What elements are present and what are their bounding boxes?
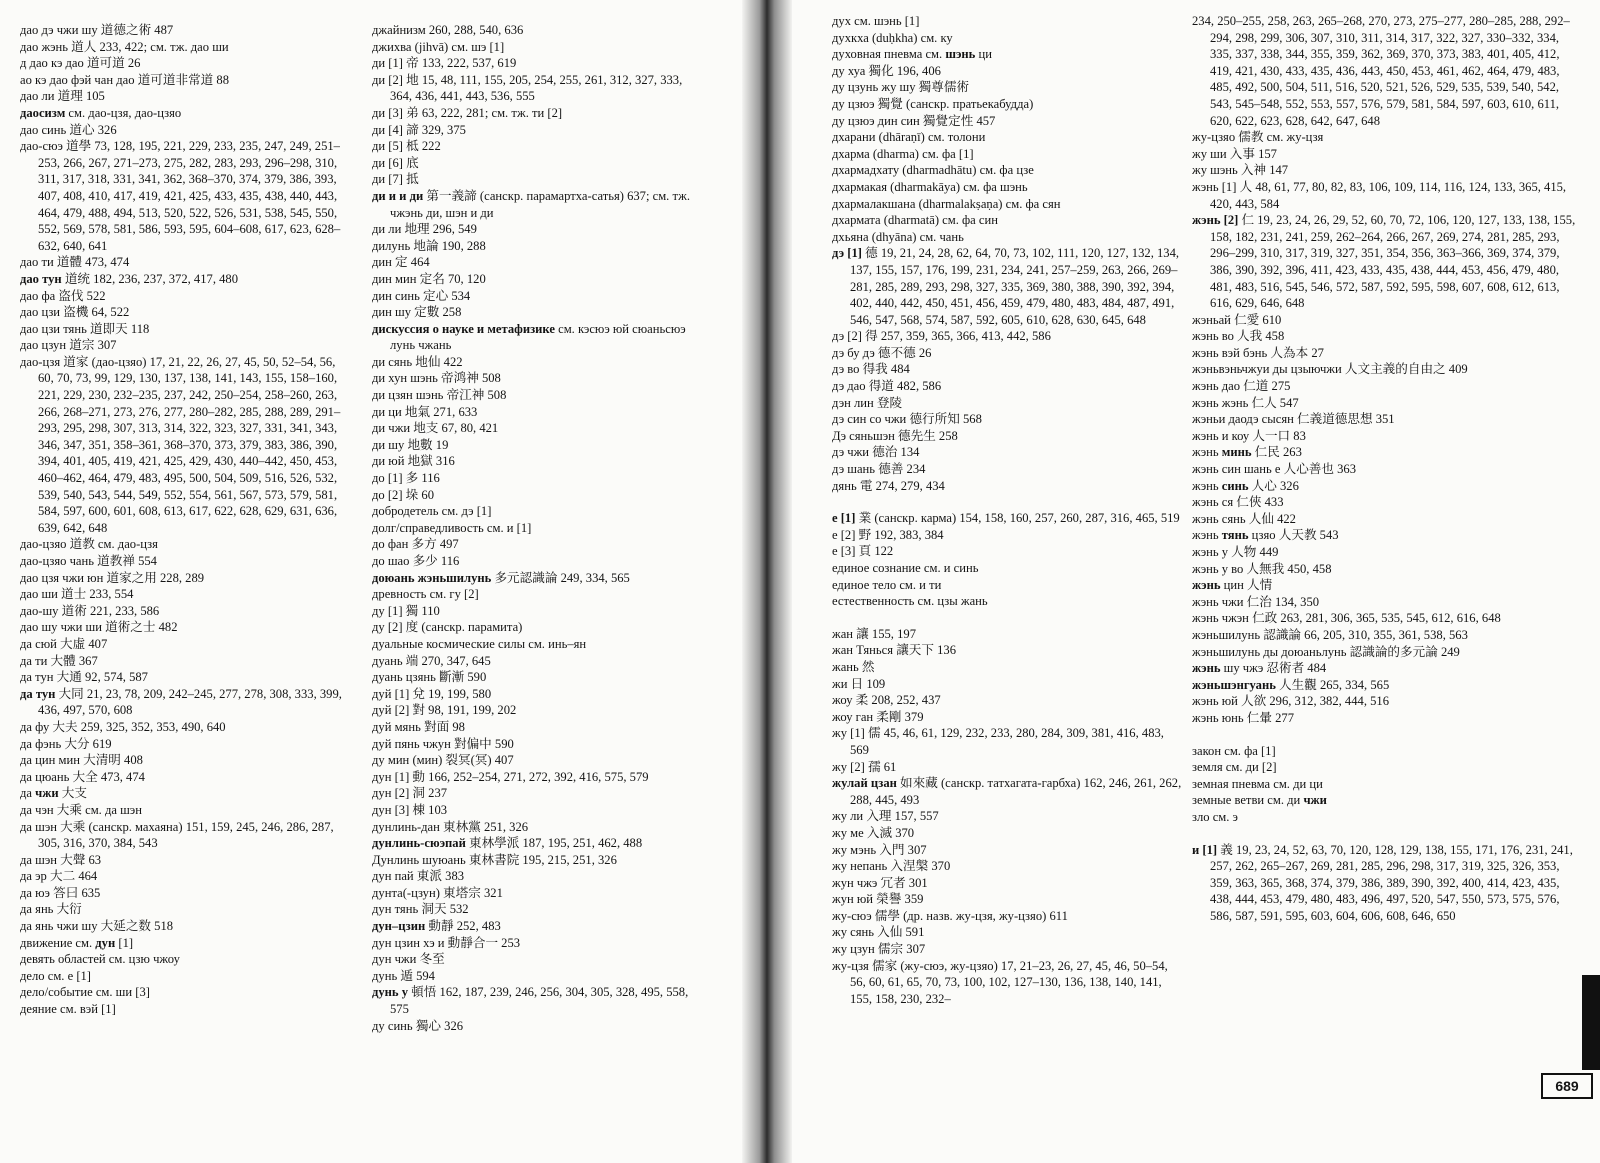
index-entry: ао кэ дао фэй чан дао 道可道非常道 88 [20, 72, 229, 87]
index-entry: деяние см. вэй [1] [20, 1002, 116, 1017]
index-entry: дун [3] 棟 103 [372, 802, 448, 817]
index-entry: дин синь 定心 534 [372, 288, 471, 303]
index-entry: жэнь во 人我 458 [1192, 329, 1285, 344]
index-entry: дао-цзяо 道教 см. дао-цзя [20, 537, 158, 552]
index-entry: жэньшэнгуань 人生觀 265, 334, 565 [1192, 677, 1390, 692]
index-entry: земные ветви см. ди чжи [1192, 793, 1327, 808]
index-entry: дунлинь-дан 東林黨 251, 326 [372, 819, 529, 834]
index-entry: ди шу 地數 19 [372, 437, 449, 452]
index-entry: дэ во 得我 484 [832, 362, 910, 377]
index-entry: дэ дао 得道 482, 586 [832, 379, 942, 394]
index-entry: жу-сюэ 儒學 (др. назв. жу-цзя, жу-цзяо) 611 [832, 908, 1068, 923]
index-entry: дао фа 盗伐 522 [20, 288, 106, 303]
index-entry: Дунлинь шуюань 東林書院 195, 215, 251, 326 [372, 852, 617, 867]
index-entry: дело см. е [1] [20, 968, 92, 983]
index-entry: дэ [2] 得 257, 359, 365, 366, 413, 442, 586 [832, 329, 1051, 344]
index-entry: жэнь син шань е 人心善也 363 [1192, 462, 1357, 477]
index-entry: жэнь [2] 仁 19, 23, 24, 26, 29, 52, 60, 70, 72, 106, 120, 127, 133, 138, 155, 158, 182, 231, 241, 259, 262–264, 266, 267, 269, 274, 281, 285, 293, 296–299, 310, 317, 319, 327, 351, 354, 356, 363–366, 369, 374, 379, 386, 390, 392, 396, 411, 423, 433, 435, 438, 444, 453, 456, 479, 480, 481, 483, 516, 545, 546, 572, 587, 592, 595, 598, 607, 608, 612, 613, 616, 629, 646, 648 [1192, 213, 1576, 311]
index-entry: единое сознание см. и синь [832, 561, 979, 575]
index-entry: дхьяна (dhyāna) см. чань [832, 229, 964, 244]
index-entry: дуань 端 270, 347, 645 [372, 653, 491, 668]
index-entry: да юэ 答曰 635 [20, 885, 101, 900]
index-entry: жэнь юнь 仁暈 277 [1192, 710, 1295, 725]
index-entry: духовная пневма см. шэнь ци [832, 47, 992, 62]
index-entry: дуй мянь 對面 98 [372, 719, 465, 734]
index-entry: дхарма (dharma) см. фа [1] [832, 146, 974, 161]
index-entry: да шэн 大聲 63 [20, 852, 102, 867]
index-entry: джихва (jihvā) см. шэ [1] [372, 39, 505, 54]
section-gap [1192, 727, 1582, 743]
index-entry: закон см. фа [1] [1192, 743, 1276, 758]
index-entry: зло см. э [1192, 809, 1238, 824]
index-entry: дао ли 道理 105 [20, 89, 105, 104]
index-entry: Дэ сяньшэн 德先生 258 [832, 428, 958, 443]
index-entry: жэнь у во 人無我 450, 458 [1192, 561, 1332, 576]
index-entry: и [1] 義 19, 23, 24, 52, 63, 70, 120, 128, 129, 138, 155, 171, 176, 231, 241, 257, 262, 265–267, 269, 281, 285, 296, 298, 317, 319, 325, 326, 353, 359, 363, 365, 368, 374, 379, 386, 389, 390, 392, 400, 414, 423, 435, 438, 444, 453, 479, 480, 483, 496, 497, 520, 547, 550, 573, 575, 576, 586, 587, 591, 595, 603, 604, 606, 608, 646, 650 [1192, 842, 1573, 923]
index-entry: ду синь 獨心 326 [372, 1018, 464, 1033]
index-entry: даосизм см. дао-цзя, дао-цзяо [20, 105, 182, 120]
index-entry: ди и и ди 第一義諦 (санскр. парамартха-сатья) 637; см. тж. чжэнь ди, шэн и ди [372, 188, 690, 220]
index-entry: естественность см. цзы жань [832, 594, 988, 609]
index-entry: жэнь жэнь 仁人 547 [1192, 395, 1299, 410]
index-entry: жу ли 入理 157, 557 [832, 809, 939, 824]
index-entry: древность см. гу [2] [372, 587, 479, 602]
index-entry: дуй [2] 對 98, 191, 199, 202 [372, 703, 517, 718]
index-entry: да фу 大夫 259, 325, 352, 353, 490, 640 [20, 719, 226, 734]
index-entry: да чэн 大乘 см. да шэн [20, 802, 142, 817]
index-entry: дун–цзин 動靜 252, 483 [372, 919, 501, 934]
index-entry: да чжи 大支 [20, 786, 87, 801]
index-entry: е [1] 業 (санскр. карма) 154, 158, 160, 257, 260, 287, 316, 465, 519 [832, 511, 1180, 526]
index-entry: земная пневма см. ди ци [1192, 776, 1323, 791]
index-entry: дун тянь 洞天 532 [372, 902, 469, 917]
index-entry: жэнь у 人物 449 [1192, 545, 1279, 559]
index-entry: дао жэнь 道人 233, 422; см. тж. дао ши [20, 39, 229, 54]
index-column-right-1 [832, 13, 1182, 1007]
index-entry: жу непань 入涅槃 370 [832, 859, 951, 874]
index-entry: ди ци 地氣 271, 633 [372, 404, 478, 419]
index-entry: жэнь сянь 人仙 422 [1192, 511, 1296, 526]
index-entry: жу мэнь 入門 307 [832, 842, 927, 857]
index-entry: дэ бу дэ 德不德 26 [832, 345, 932, 360]
index-entry: жэньвэньчжуи ды цзыючжи 人文主義的自由之 409 [1192, 362, 1468, 377]
index-entry: дин 定 464 [372, 255, 430, 270]
index-entry: ду хуа 獨化 196, 406 [832, 63, 941, 78]
index-entry: дуань цзянь 斷漸 590 [372, 670, 487, 685]
index-entry: да тун 大同 21, 23, 78, 209, 242–245, 277, 278, 308, 333, 399, 436, 497, 570, 608 [20, 686, 342, 718]
index-entry: жань 然 [832, 659, 875, 674]
index-entry: дхармадхату (dharmadhātu) см. фа цзе [832, 163, 1034, 178]
index-entry: жоу 柔 208, 252, 437 [832, 693, 941, 708]
index-entry: дэ син со чжи 德行所知 568 [832, 412, 982, 427]
index-entry: ди [6] 底 [372, 155, 419, 170]
index-entry: дао синь 道心 326 [20, 122, 117, 137]
index-entry: дунта(-цзун) 東塔宗 321 [372, 885, 503, 900]
index-entry: джайнизм 260, 288, 540, 636 [372, 23, 524, 37]
index-entry: дао ти 道體 473, 474 [20, 255, 130, 270]
index-entry: дао цзи тянь 道即天 118 [20, 321, 150, 336]
index-entry: ди хун шэнь 帝鸿神 508 [372, 371, 501, 386]
book-gutter [742, 0, 792, 1163]
index-entry: жэньи даодэ сысян 仁義道德思想 351 [1192, 412, 1395, 427]
index-entry: ду мин (мин) 裂冥(冥) 407 [372, 753, 514, 768]
index-entry: ди сянь 地仙 422 [372, 354, 463, 369]
index-entry: дянь 電 274, 279, 434 [832, 478, 945, 493]
index-entry: дин мин 定名 70, 120 [372, 271, 486, 286]
index-entry: дилунь 地論 190, 288 [372, 238, 486, 253]
index-entry: дух см. шэнь [1] [832, 14, 920, 28]
index-entry: да янь чжи шу 大延之数 518 [20, 919, 174, 934]
index-entry: жэнь минь 仁民 263 [1192, 445, 1302, 460]
index-entry: жу-цзяо 儒教 см. жу-цзя [1192, 130, 1324, 145]
index-entry: дун [1] 動 166, 252–254, 271, 272, 392, 416, 575, 579 [372, 769, 649, 784]
index-entry: жэнь синь 人心 326 [1192, 478, 1299, 493]
index-entry: ди [1] 帝 133, 222, 537, 619 [372, 56, 517, 71]
index-column-left-2 [372, 22, 707, 1034]
index-entry: дао цзун 道宗 307 [20, 338, 117, 353]
index-entry: жэньшилунь 認識論 66, 205, 310, 355, 361, 538, 563 [1192, 627, 1468, 642]
index-entry: да цюань 大全 473, 474 [20, 769, 145, 784]
index-entry: е [3] 頁 122 [832, 544, 894, 559]
section-gap [1192, 826, 1582, 842]
index-entry: до [1] 多 116 [372, 471, 440, 486]
index-entry: дун пай 東派 383 [372, 869, 465, 884]
index-entry: дао цзя чжи юн 道家之用 228, 289 [20, 570, 205, 585]
index-entry: ди ли 地理 296, 549 [372, 222, 477, 237]
index-entry: ду [2] 度 (санскр. парамита) [372, 620, 523, 635]
index-entry: дао цзи 盗機 64, 522 [20, 305, 130, 320]
index-entry: жу ши 入事 157 [1192, 146, 1277, 161]
index-entry: жан 讓 155, 197 [832, 626, 916, 641]
index-entry: духкха (duḥkha) см. ку [832, 30, 953, 45]
index-entry: жэнь цин 人情 [1192, 578, 1273, 593]
index-entry: ду [1] 獨 110 [372, 603, 440, 618]
index-entry: дунлинь-сюэпай 東林學派 187, 195, 251, 462, 488 [372, 836, 643, 851]
page-number: 689 [1541, 1073, 1593, 1099]
index-entry: 234, 250–255, 258, 263, 265–268, 270, 273, 275–277, 280–285, 288, 292–294, 298, 299, 306, 307, 310, 311, 314, 317, 322, 327, 330–332, 334, 335, 337, 338, 344, 355, 359, 362, 369, 370, 373, 383, 401, 405, 412, 419, 421, 430, 433, 435, 436, 443, 450, 453, 461, 462, 464, 479, 483, 485, 492, 500, 504, 511, 516, 520, 521, 526, 529, 535, 539, 540, 542, 543, 545–548, 552, 553, 557, 576, 579, 581, 584, 597, 603, 610, 611, 620, 622, 623, 628, 642, 647, 648 [1192, 14, 1570, 128]
index-entry: жэньшилунь ды доюаньлунь 認識論的多元論 249 [1192, 644, 1460, 659]
index-entry: дэ шань 德善 234 [832, 462, 926, 477]
index-entry: дун [2] 洞 237 [372, 786, 448, 801]
index-column-right-2 [1192, 13, 1582, 924]
index-entry: дин шу 定數 258 [372, 305, 462, 320]
index-entry: дело/событие см. ши [3] [20, 985, 150, 1000]
index-entry: жун чжэ 冗者 301 [832, 875, 928, 890]
index-entry: добродетель см. дэ [1] [372, 504, 492, 519]
index-entry: дхармакая (dharmakāya) см. фа шэнь [832, 179, 1028, 194]
index-entry: ду цзюэ 獨覺 (санскр. пратьекабудда) [832, 96, 1034, 111]
index-entry: жу [2] 孺 61 [832, 759, 897, 774]
section-gap [832, 494, 1182, 510]
index-entry: жэнь чжи 仁治 134, 350 [1192, 594, 1320, 609]
index-entry: ди [2] 地 15, 48, 111, 155, 205, 254, 255, 261, 312, 327, 333, 364, 436, 441, 443, 536, 555 [372, 72, 683, 104]
index-entry: жэньай 仁愛 610 [1192, 312, 1282, 327]
index-entry: дао-цзя 道家 (дао-цзяо) 17, 21, 22, 26, 27, 45, 50, 52–54, 56, 60, 70, 73, 99, 129, 130, 137, 138, 141, 143, 155, 158–160, 221, 229, 230, 232–235, 237, 242, 250–254, 258–260, 263, 266, 268–271, 273, 276, 277, 280–282, 285, 288, 289, 291–293, 295, 298, 307, 313, 314, 322, 323, 327, 331, 341, 343, 346, 347, 351, 358–361, 368–370, 373, 379, 383, 386, 390, 394, 401, 405, 419, 421, 425, 429, 430, 440–442, 450, 453, 460–462, 464, 479, 483, 495, 500, 504, 509, 516, 526, 532, 539, 540, 543, 544, 549, 552, 554, 561, 567, 573, 579, 581, 584, 597, 600, 601, 608, 613, 617, 622, 628, 629, 631, 636, 639, 642, 648 [20, 354, 341, 535]
index-entry: жоу ган 柔剛 379 [832, 709, 924, 724]
index-entry: доюань жэньшилунь 多元認識論 249, 334, 565 [372, 570, 630, 585]
right-page [792, 0, 1600, 1163]
index-entry: дуальные космические силы см. инь–ян [372, 636, 587, 651]
index-entry: да ти 大體 367 [20, 653, 98, 668]
index-entry: дао-сюэ 道學 73, 128, 195, 221, 229, 233, 235, 247, 249, 251–253, 266, 267, 271–273, 275, 282, 283, 293, 296–298, 310, 311, 317, 318, 331, 341, 362, 368–370, 374, 379, 386, 393, 407, 408, 410, 417, 419, 421, 425, 433, 435, 438, 440, 443, 464, 479, 488, 494, 513, 520, 522, 526, 531, 538, 545, 550, 552, 569, 578, 581, 586, 593, 595, 604–608, 617, 623, 628–632, 640, 641 [20, 139, 341, 253]
index-entry: дискуссия о науке и метафизике см. кэсюэ юй сюаньсюэ лунь чжань [372, 321, 686, 353]
index-entry: жан Тянься 讓天下 136 [832, 643, 957, 658]
index-entry: дхармалакшана (dharmalakṣaṇa) см. фа сян [832, 196, 1061, 211]
index-entry: жу [1] 儒 45, 46, 61, 129, 232, 233, 280, 284, 309, 381, 416, 483, 569 [832, 726, 1164, 757]
index-entry: ди юй 地獄 316 [372, 454, 455, 469]
index-entry: до [2] 垛 60 [372, 487, 435, 502]
index-entry: жу шэнь 入神 147 [1192, 163, 1289, 178]
index-entry: земля см. ди [2] [1192, 760, 1277, 775]
index-entry: движение см. дун [1] [20, 935, 134, 950]
index-entry: да янь 大衍 [20, 902, 82, 917]
section-gap [832, 610, 1182, 626]
index-entry: жун юй 榮譽 359 [832, 892, 924, 907]
index-entry: жу сянь 入仙 591 [832, 925, 925, 940]
index-entry: дао ши 道士 233, 554 [20, 587, 134, 602]
index-entry: дао тун 道统 182, 236, 237, 372, 417, 480 [20, 271, 238, 286]
index-entry: дэ чжи 德治 134 [832, 445, 920, 460]
index-entry: жэнь дао 仁道 275 [1192, 379, 1291, 394]
index-entry: дэн лин 登陵 [832, 395, 903, 410]
index-entry: дао-цзяо чань 道教禅 554 [20, 554, 157, 568]
index-entry: дхарани (dhāraṇī) см. толони [832, 130, 986, 145]
index-entry: е [2] 野 192, 383, 384 [832, 527, 944, 542]
index-entry: жэнь чжэн 仁政 263, 281, 306, 365, 535, 545, 612, 616, 648 [1192, 611, 1501, 626]
index-entry: ди [5] 柢 222 [372, 139, 441, 154]
index-entry: жэнь и коу 人一口 83 [1192, 428, 1306, 443]
index-entry: да сюй 大虛 407 [20, 636, 108, 651]
index-entry: жэнь вэй бэнь 人為本 27 [1192, 345, 1324, 360]
index-entry: дао шу чжи ши 道術之士 482 [20, 620, 178, 635]
index-entry: долг/справедливость см. и [1] [372, 520, 532, 535]
index-entry: жу-цзя 儒家 (жу-сюэ, жу-цзяо) 17, 21–23, 26, 27, 45, 46, 50–54, 56, 60, 61, 65, 70, 73, 100, 102, 127–130, 136, 138, 140, 141, 155, 158, 230, 232– [832, 958, 1168, 1006]
index-entry: жу ме 入滅 370 [832, 825, 915, 840]
index-entry: да тун 大通 92, 574, 587 [20, 670, 148, 685]
index-entry: жэнь тянь цзяо 人天教 543 [1192, 528, 1339, 543]
index-entry: дунь у 頓悟 162, 187, 239, 246, 256, 304, 305, 328, 495, 558, 575 [372, 985, 689, 1017]
index-entry: дхармата (dharmatā) см. фа син [832, 213, 998, 228]
index-entry: ду цзунь жу шу 獨尊儒術 [832, 80, 970, 95]
index-entry: жу цзун 儒宗 307 [832, 942, 926, 957]
index-entry: да цин мин 大清明 408 [20, 753, 143, 768]
index-column-left-1 [20, 22, 350, 1018]
index-entry: жэнь юй 人欲 296, 312, 382, 444, 516 [1192, 694, 1390, 709]
index-entry: дуй [1] 兌 19, 199, 580 [372, 686, 492, 701]
index-entry: дун чжи 冬至 [372, 952, 445, 967]
index-entry: дун цзин хэ и 動靜合一 253 [372, 935, 521, 950]
index-entry: дэ [1] 德 19, 21, 24, 28, 62, 64, 70, 73, 102, 111, 120, 127, 132, 134, 137, 155, 157, 176, 199, 231, 234, 241, 257–259, 263, 266, 269–281, 285, 289, 293, 298, 327, 335, 369, 380, 388, 390, 392, 394, 402, 440, 442, 450, 451, 456, 459, 479, 480, 483, 484, 487, 491, 546, 547, 568, 574, 587, 592, 605, 610, 628, 630, 645, 648 [832, 246, 1180, 327]
index-entry: дао-шу 道術 221, 233, 586 [20, 603, 160, 618]
index-entry: единое тело см. и ти [832, 577, 942, 592]
index-entry: жэнь [1] 人 48, 61, 77, 80, 82, 83, 106, 109, 114, 116, 124, 133, 365, 415, 420, 443, 584 [1192, 179, 1567, 211]
index-entry: ди [7] 抵 [372, 172, 419, 187]
index-entry: ду цзюэ дин син 獨覺定性 457 [832, 113, 996, 128]
index-entry: дао дэ чжи шу 道德之術 487 [20, 23, 174, 37]
index-entry: девять областей см. цзю чжоу [20, 952, 180, 967]
index-entry: д дао кэ дао 道可道 26 [20, 56, 141, 71]
index-entry: да шэн 大乘 (санскр. махаяна) 151, 159, 245, 246, 286, 287, 305, 316, 370, 384, 543 [20, 819, 334, 851]
index-entry: дуй пянь чжун 對偏中 590 [372, 736, 514, 751]
index-entry: ди чжи 地支 67, 80, 421 [372, 421, 499, 436]
index-entry: жэнь шу чжэ 忍術者 484 [1192, 661, 1327, 676]
index-entry: жэнь ся 仁俠 433 [1192, 495, 1284, 510]
left-page [0, 0, 742, 1163]
index-entry: жулай цзан 如來藏 (санскр. татхагата-гарбха) 162, 246, 261, 262, 288, 445, 493 [832, 776, 1182, 807]
index-entry: ди [4] 諦 329, 375 [372, 122, 466, 137]
index-entry: жи 日 109 [832, 676, 886, 691]
index-entry: ди цзян шэнь 帝江神 508 [372, 388, 507, 403]
index-entry: да эр 大二 464 [20, 869, 98, 884]
index-entry: до фан 多方 497 [372, 537, 459, 552]
edge-thumb-tab [1582, 975, 1600, 1070]
index-entry: ди [3] 弟 63, 222, 281; см. тж. ти [2] [372, 105, 563, 120]
index-entry: дунь 遁 594 [372, 968, 435, 983]
index-entry: до шао 多少 116 [372, 554, 460, 568]
index-entry: да фэнь 大分 619 [20, 736, 112, 751]
